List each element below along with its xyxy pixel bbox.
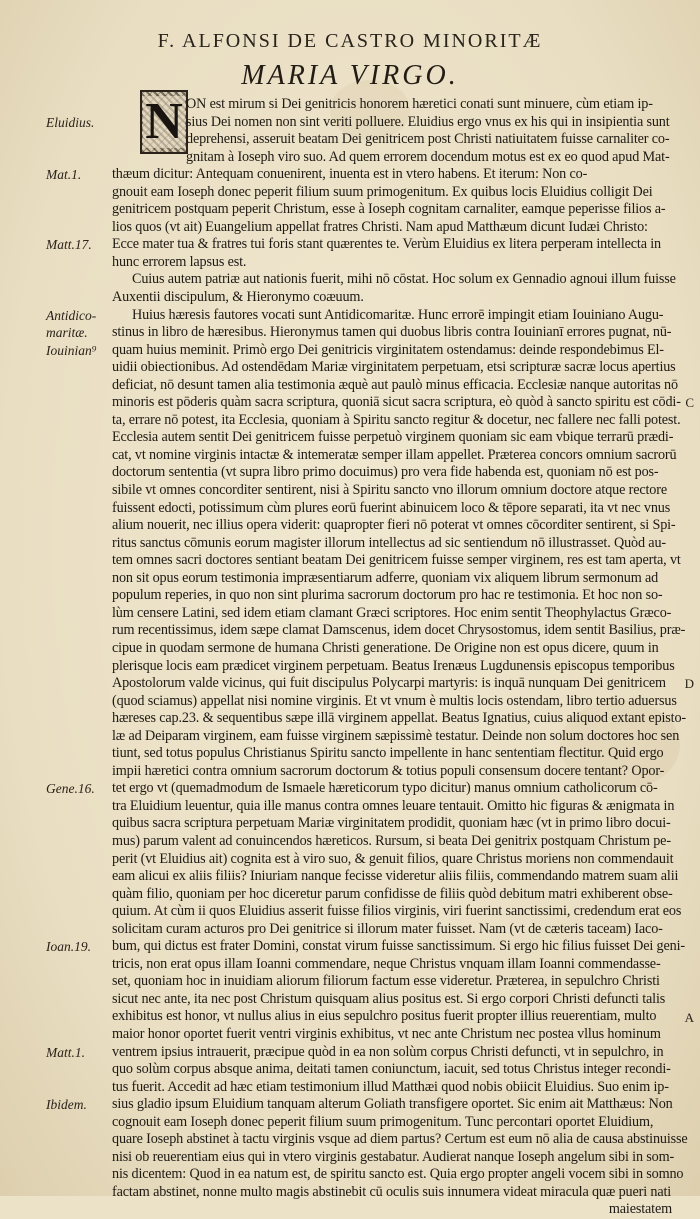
section-marker: C bbox=[685, 395, 694, 411]
text-line: hæreses cap.23. & sequentibus sæpe illā virginem appellat. Beatus Ignatius, cuius aliquod extant episto- bbox=[112, 710, 686, 727]
text-line: ON est mirum si Dei genitricis honorem hæretici conati sunt minuere, cùm etiam ip- bbox=[186, 96, 653, 112]
text-line: Ecce mater tua & fratres tui foris stant quærentes te. Verùm Eluidius ex litera perperam intellecta in bbox=[112, 236, 661, 253]
text-line: factam abstinet, nonne multo magis abstinebit cū oculis suis innumera videat miracula quæ pueri nati bbox=[112, 1183, 672, 1200]
margin-note: Eluidius. bbox=[46, 114, 95, 130]
text-line: gnouit eam Ioseph donec peperit filium suum primogenitum. Ex quibus locis Eluidius colligit Dei bbox=[112, 183, 653, 200]
text-line: quàm filio, quoniam per hoc diceretur parum confidisse de filiis quòd debitum matri exhiberent obse- bbox=[112, 885, 673, 902]
section-marker: A bbox=[684, 1009, 694, 1025]
margin-note: Mat.1. bbox=[46, 167, 82, 183]
text-line: plerisque locis eam prædicet virginem perpetuam. Beatus Irenæus Lugdunensis episcopus temporibus bbox=[112, 657, 675, 674]
main-text-column bbox=[112, 93, 688, 1219]
text-line: quium. At cùm ii quos Eluidius asserit fuisse filios virginis, viri fuerint sanctissimi, credendum erat eos bbox=[112, 903, 682, 920]
text-line: impii hæretici contra omnium sacrorum doctorum & totius populi consensum docere tentant? Opor- bbox=[112, 762, 665, 779]
text-line: cat, vt nomine virginis intactæ & intemeratæ semper illam appellet. Præterea concors omnium sacrorū bbox=[112, 446, 677, 463]
text-line: rum recentissimus, idem sæpe clamat Damscenus, idem docet Chrysostomus, idem sentit Basilius, præ- bbox=[112, 622, 686, 639]
text-line: gnitam à Ioseph viro suo. Ad quem errorem docendum motus est ex eo quod apud Mat- bbox=[186, 148, 670, 165]
margin-note: Ibidem. bbox=[46, 1097, 87, 1113]
text-line: tet ergo vt (quemadmodum de Ismaele hæreticorum typo dicitur) manus omnium catholicorum cō- bbox=[112, 780, 658, 797]
text-line: fuissent edocti, potissimum cùm plures eorū fuerint abinuicem loco & tēpore separati, ita vt nec vnus bbox=[112, 499, 671, 516]
text-line: ritus sanctus cōmunis eorum magister illorum intellectus ad sic sentiendum nō illustrasset. Quòd au- bbox=[112, 534, 666, 551]
text-line: mus) parum valent ad conuincendos hæreticos. Rursum, si beata Dei genitrix postquam Christum pe- bbox=[112, 832, 671, 849]
text-line: set, quoniam hoc in inuidiam aliorum filiorum factum esse videretur. Præterea, in sepulchro Christi bbox=[112, 973, 660, 990]
text-line: populum reperies, in quo non sint plurima sacrorum doctorum pro hac re testimonia. Et hoc non so- bbox=[112, 587, 663, 604]
text-line: tiunt, sed totus populus Christianus Spiritu sancto impellente in hanc sententiam flectitur. Quid ergo bbox=[112, 745, 664, 762]
text-line: stinus in libro de hæresibus. Hieronymus tamen qui duobus libris contra Iouinianī errores pugnat, nū- bbox=[112, 324, 672, 341]
margin-note: Iouinian⁹ bbox=[46, 342, 97, 358]
text-line: cipue in quodam sermone de humana Christi generatione. De Origine non est opus dicere, quum in bbox=[112, 639, 659, 656]
text-line: ventrem ipsius intrauerit, præcipue quòd in ea non solùm corpus Christi defuncti, vt in sepulchro, in bbox=[112, 1043, 664, 1060]
text-line: nis dicentem: Quod in ea natum est, de spiritu sancto est. Quia ergo propter angeli vocem sibi in somno bbox=[112, 1166, 684, 1183]
text-line: ta, errare nō potest, ita Ecclesia, quoniam à Spiritu sancto regitur & docetur, nec fallere nec falli potest. bbox=[112, 411, 681, 428]
text-line: doctorum sententia (vt supra libro primo docuimus) pro vera fide habenda est, quoniam nō est pos- bbox=[112, 464, 659, 481]
text-line: Apostolorum valde vicinus, qui fuit discipulus Polycarpi martyris: is inquā nunquam Dei genitricem bbox=[112, 675, 666, 692]
text-line: tus fuerit. Accedit ad hæc etiam testimonium illud Matthæi quod nobis obiicit Eluidius. Suo enim ip- bbox=[112, 1078, 669, 1095]
text-line: maiestatem bbox=[608, 1201, 672, 1218]
text-line: deprehensi, asseruit beatam Dei genitricem post Christi natiuitatem fuisse carnaliter co- bbox=[186, 131, 670, 148]
text-line: lios quos (vt ait) Euangelium appellat fratres Christi. Nam apud Matthæum dicunt Iudæi Christo: bbox=[112, 218, 648, 235]
margin-note: maritæ. bbox=[46, 325, 88, 341]
text-line: exhibitus est honor, vt nullus alius in eius sepulchro positus fuerit propter illius reuerentiam, multo bbox=[112, 1008, 657, 1025]
section-title: MARIA VIRGO. bbox=[241, 60, 459, 91]
running-head: F. ALFONSI DE CASTRO MINORITÆ bbox=[157, 30, 543, 52]
text-line: læ ad Deiparam virginem, eam fuisse virginem sæpissimè testatur. Deinde non solum doctores hoc sen bbox=[112, 727, 680, 744]
margin-note: Antidico- bbox=[46, 307, 97, 323]
margin-note: Matt.1. bbox=[46, 1044, 85, 1060]
text-line: solicitam curam acturos pro Dei genitrice si illorum mater fuisset. Nam (vt de cæteris taceam) Iaco- bbox=[112, 920, 663, 937]
text-line: quo solùm corpus absque anima, deitati tamen coniunctum, iacuit, sed totus Christus integer recondi- bbox=[112, 1061, 671, 1078]
text-line: minoris est pōderis quàm sacra scriptura, quoniā sicut sacra scriptura, eò quòd à sancto spiritu est cōdi- bbox=[112, 394, 681, 411]
text-line: thæum dicitur: Antequam conuenirent, inuenta est in vtero habens. Et iterum: Non co- bbox=[112, 166, 588, 183]
text-line: tra Eluidium leuentur, quia ille manus contra omnes leuare tentauit. Omitto hic figuras & ænigmata in bbox=[112, 797, 675, 814]
text-line: eam alicui ex aliis filiis? Iniuriam nanque fecisse videretur aliis filiis, commendando matrem suam alii bbox=[112, 868, 679, 885]
text-line: sius gladio ipsum Eluidium tanquam alterum Goliath transfigere oportet. Sic enim ait Matthæus: Non bbox=[112, 1096, 673, 1113]
text-line: lùm censere Latini, sed idem etiam clamant Græci scriptores. Hoc enim sentit Theophylactus Græco- bbox=[112, 604, 672, 621]
text-line: quibus sacra scriptura perpetuam Mariæ virginitatem prodidit, quoniam hæc (vt in primo libro docui- bbox=[112, 815, 671, 832]
text-line: maior honor oportet fuerit ventri virginis exhibitus, vt nec ante Christum nec postea vllus hominum bbox=[112, 1025, 661, 1042]
text-line: sius Dei nomen non sint veriti polluere. Eluidius ergo vnus ex his qui in insipientia sunt bbox=[186, 113, 670, 130]
text-line: sicut nec ante, ita nec post Christum quisquam alius positus est. Si ergo corpori Christi defuncti talis bbox=[112, 990, 666, 1007]
margin-note: Ioan.19. bbox=[46, 939, 91, 955]
text-line: uidii obiectionibus. Ad ostendēdam Mariæ virginitatem perpetuam, etsi scripturæ sacræ locus apertius bbox=[112, 359, 676, 376]
text-line: Huius hæresis fautores vocati sunt Antidicomaritæ. Hunc errorē impingit etiam Iouiniano Augu- bbox=[132, 306, 664, 323]
margin-note: Matt.17. bbox=[46, 237, 92, 253]
text-line: nisi ob reuerentiam eius qui in vtero virginis gestabatur. Audierat nanque Ioseph angelum sibi in som- bbox=[112, 1148, 675, 1165]
text-line: tem omnes sacri doctores sentiant beatam Dei genitricem fuisse semper virginem, res est tam aperta, vt bbox=[112, 552, 681, 569]
section-marker: D bbox=[684, 676, 694, 692]
text-line: Ecclesia autem sentit Dei genitricem fuisse perpetuò virginem quoniam sic eam vbique terrarū prædi- bbox=[112, 429, 674, 446]
text-line: deficiat, nō desunt tamen alia testimonia æquè aut paulò minus efficacia. Ecclesiæ nanque autoritas nō bbox=[112, 376, 678, 393]
text-line: Cuius autem patriæ aut nationis fuerit, mihi nō cōstat. Hoc solum ex Gennadio agnoui illum fuisse bbox=[132, 271, 676, 288]
text-line: quare Ioseph abstinet à tactu virginis vsque ad diem partus? Certum est eum nō alia de causa abstinuisse bbox=[112, 1131, 688, 1148]
text-line: (quod sciamus) appellat nisi nomine virginis. Et vt vnum è multis locis ostendam, libro tertio aduersus bbox=[112, 692, 677, 709]
text-line: Auxentii discipulum, & Hieronymo coæuum. bbox=[112, 289, 364, 306]
text-line: genitricem postquam peperit Christum, esse à Ioseph cognitam carnaliter, eamque peperisse filios a- bbox=[112, 201, 666, 218]
drop-cap-letter: N bbox=[145, 93, 183, 150]
margin-note: Gene.16. bbox=[46, 781, 95, 797]
text-line: sibile vt omnes concorditer sentirent, nisi à Spiritu sancto vno illorum omnium doctore atque rectore bbox=[112, 482, 667, 499]
text-line: alium nouerit, nec illius opera viderit: quapropter fieri nō poterat vt omnes cōcorditer sentirent, si Spi- bbox=[112, 517, 676, 534]
text-line: cognouit eam Ioseph donec peperit filium suum primogenitum. Tunc percontari oportet Eluidium, bbox=[112, 1113, 654, 1130]
text-line: non sit opus eorum testimonia impræsentiarum adferre, quoniam vix aliquem librum sermonum ad bbox=[112, 569, 659, 586]
text-line: perit (vt Eluidius ait) cognita est à viro suo, & genuit filios, quare Christus moriens non commendauit bbox=[112, 850, 674, 867]
text-line: bum, qui dictus est frater Domini, constat virum fuisse sanctissimum. Si ergo hic filius fuisset Dei geni- bbox=[112, 938, 685, 955]
text-line: tricis, non erat opus illam Ioanni commendare, neque Christus vnquam illam Ioanni commendasse- bbox=[112, 955, 661, 972]
text-line: hunc errorem lapsus est. bbox=[112, 253, 247, 270]
text-line: quam huius meminit. Primò ergo Dei genitricis virginitatem ostendamus: deinde respondebimus El- bbox=[112, 341, 664, 358]
